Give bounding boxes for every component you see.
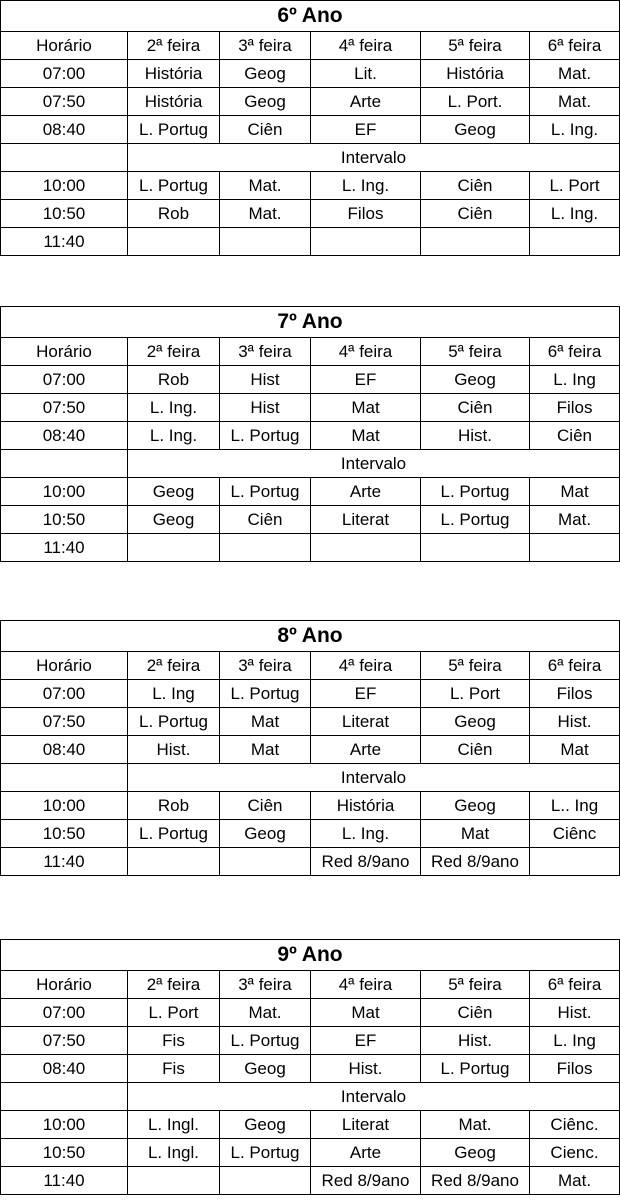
subject-cell: Mat.	[530, 506, 620, 534]
subject-cell	[220, 848, 311, 876]
subject-cell: Geog	[128, 478, 220, 506]
schedule-table	[0, 306, 620, 562]
subject-cell: Geog	[421, 792, 530, 820]
header-time: Horário	[1, 971, 128, 999]
table-row	[1, 172, 620, 200]
subject-cell: Ciênc.	[530, 1111, 620, 1139]
subject-cell: História	[311, 792, 421, 820]
header-day: 3ª feira	[220, 652, 311, 680]
subject-cell: L. Ing.	[128, 422, 220, 450]
table-row	[1, 1139, 620, 1167]
header-day: 5ª feira	[421, 338, 530, 366]
header-day: 3ª feira	[220, 971, 311, 999]
header-day: 3ª feira	[220, 338, 311, 366]
subject-cell: Geog	[220, 88, 311, 116]
subject-cell: Mat	[530, 478, 620, 506]
time-cell: 10:50	[1, 820, 128, 848]
subject-cell: Hist.	[530, 999, 620, 1027]
time-cell: 10:50	[1, 1139, 128, 1167]
subject-cell: Filos	[530, 394, 620, 422]
schedule-9-ano	[0, 939, 620, 1195]
header-day: 6ª feira	[530, 32, 620, 60]
header-day: 6ª feira	[530, 652, 620, 680]
header-row	[1, 971, 620, 999]
subject-cell: Ciên	[421, 999, 530, 1027]
time-cell: 10:50	[1, 200, 128, 228]
subject-cell: Literat	[311, 1111, 421, 1139]
header-time: Horário	[1, 338, 128, 366]
subject-cell	[220, 228, 311, 256]
time-cell: 08:40	[1, 736, 128, 764]
subject-cell: Mat	[311, 999, 421, 1027]
subject-cell: Geog	[421, 116, 530, 144]
title-row	[1, 940, 620, 971]
subject-cell: Geog	[128, 506, 220, 534]
header-day: 2ª feira	[128, 971, 220, 999]
subject-cell: Mat	[220, 708, 311, 736]
table-row	[1, 1027, 620, 1055]
title-row	[1, 621, 620, 652]
header-day: 2ª feira	[128, 652, 220, 680]
subject-cell: L. Portug	[128, 708, 220, 736]
table-row	[1, 478, 620, 506]
break-time-cell	[1, 1083, 128, 1111]
time-cell: 07:50	[1, 88, 128, 116]
break-row	[1, 144, 620, 172]
subject-cell: EF	[311, 1027, 421, 1055]
header-row	[1, 652, 620, 680]
subject-cell: Mat	[311, 394, 421, 422]
table-row	[1, 200, 620, 228]
subject-cell: L. Portug	[220, 1139, 311, 1167]
schedule-8-ano	[0, 620, 620, 876]
subject-cell: Hist	[220, 394, 311, 422]
table-row	[1, 60, 620, 88]
subject-cell: Lit.	[311, 60, 421, 88]
schedule-title: 7º Ano	[1, 307, 620, 338]
time-cell: 11:40	[1, 1167, 128, 1195]
table-row	[1, 680, 620, 708]
time-cell: 07:00	[1, 999, 128, 1027]
schedule-title: 9º Ano	[1, 940, 620, 971]
time-cell: 07:00	[1, 60, 128, 88]
subject-cell: EF	[311, 680, 421, 708]
subject-cell: L. Ing	[530, 366, 620, 394]
table-row	[1, 1111, 620, 1139]
header-time: Horário	[1, 32, 128, 60]
subject-cell: L. Ingl.	[128, 1139, 220, 1167]
table-row	[1, 534, 620, 562]
table-row	[1, 1167, 620, 1195]
subject-cell	[220, 534, 311, 562]
header-day: 5ª feira	[421, 32, 530, 60]
break-time-cell	[1, 450, 128, 478]
header-day: 6ª feira	[530, 338, 620, 366]
subject-cell: Mat.	[530, 60, 620, 88]
subject-cell: Red 8/9ano	[311, 848, 421, 876]
time-cell: 08:40	[1, 422, 128, 450]
header-day: 5ª feira	[421, 971, 530, 999]
subject-cell: L. Portug	[421, 478, 530, 506]
time-cell: 08:40	[1, 1055, 128, 1083]
schedule-table	[0, 939, 620, 1195]
subject-cell: Filos	[311, 200, 421, 228]
schedule-7-ano	[0, 306, 620, 562]
subject-cell: Mat.	[220, 999, 311, 1027]
subject-cell	[128, 534, 220, 562]
title-row	[1, 1, 620, 32]
subject-cell: L. Ingl.	[128, 1111, 220, 1139]
subject-cell: L. Ing.	[530, 200, 620, 228]
subject-cell: Ciên	[421, 200, 530, 228]
subject-cell: L. Port	[128, 999, 220, 1027]
subject-cell: Ciên	[220, 792, 311, 820]
subject-cell: Ciên	[421, 172, 530, 200]
subject-cell: Mat	[311, 422, 421, 450]
table-row	[1, 792, 620, 820]
title-row	[1, 307, 620, 338]
subject-cell: L. Portug	[128, 116, 220, 144]
subject-cell: L. Portug	[220, 1027, 311, 1055]
subject-cell: Mat.	[220, 200, 311, 228]
subject-cell	[530, 534, 620, 562]
subject-cell	[421, 228, 530, 256]
subject-cell: L. Port.	[421, 88, 530, 116]
subject-cell: L. Portug	[220, 422, 311, 450]
schedule-title: 8º Ano	[1, 621, 620, 652]
table-row	[1, 366, 620, 394]
table-row	[1, 228, 620, 256]
table-row	[1, 116, 620, 144]
time-cell: 07:50	[1, 394, 128, 422]
subject-cell: Hist.	[421, 1027, 530, 1055]
subject-cell	[530, 228, 620, 256]
subject-cell: Ciên	[220, 116, 311, 144]
subject-cell: Geog	[421, 708, 530, 736]
schedule-6-ano	[0, 0, 620, 256]
header-time: Horário	[1, 652, 128, 680]
subject-cell: Hist.	[311, 1055, 421, 1083]
subject-cell: Fis	[128, 1055, 220, 1083]
subject-cell: Hist.	[530, 708, 620, 736]
subject-cell: L. Port	[530, 172, 620, 200]
break-label: Intervalo	[128, 1083, 620, 1111]
subject-cell: Geog	[220, 1055, 311, 1083]
subject-cell	[128, 228, 220, 256]
subject-cell: Filos	[530, 680, 620, 708]
subject-cell: Mat	[421, 820, 530, 848]
subject-cell: L. Ing	[530, 1027, 620, 1055]
break-time-cell	[1, 764, 128, 792]
subject-cell: Rob	[128, 200, 220, 228]
table-row	[1, 1055, 620, 1083]
subject-cell: L. Ing.	[530, 116, 620, 144]
subject-cell	[220, 1167, 311, 1195]
table-row	[1, 736, 620, 764]
subject-cell: História	[128, 88, 220, 116]
header-day: 4ª feira	[311, 652, 421, 680]
table-row	[1, 999, 620, 1027]
time-cell: 08:40	[1, 116, 128, 144]
subject-cell: História	[128, 60, 220, 88]
break-label: Intervalo	[128, 144, 620, 172]
time-cell: 07:50	[1, 708, 128, 736]
subject-cell: Ciên	[530, 422, 620, 450]
break-label: Intervalo	[128, 764, 620, 792]
subject-cell: L. Portug	[128, 820, 220, 848]
subject-cell: L. Portug	[421, 1055, 530, 1083]
subject-cell: Hist	[220, 366, 311, 394]
subject-cell	[530, 848, 620, 876]
subject-cell: Rob	[128, 792, 220, 820]
break-row	[1, 764, 620, 792]
header-day: 4ª feira	[311, 338, 421, 366]
break-time-cell	[1, 144, 128, 172]
subject-cell: Red 8/9ano	[421, 848, 530, 876]
header-day: 3ª feira	[220, 32, 311, 60]
subject-cell: Geog	[421, 366, 530, 394]
break-row	[1, 1083, 620, 1111]
time-cell: 07:00	[1, 680, 128, 708]
time-cell: 10:50	[1, 506, 128, 534]
subject-cell: Hist.	[128, 736, 220, 764]
subject-cell: EF	[311, 366, 421, 394]
subject-cell: L. Port	[421, 680, 530, 708]
subject-cell: Mat.	[530, 88, 620, 116]
subject-cell: Ciên	[220, 506, 311, 534]
time-cell: 07:00	[1, 366, 128, 394]
schedule-table	[0, 620, 620, 876]
subject-cell: Red 8/9ano	[311, 1167, 421, 1195]
header-row	[1, 32, 620, 60]
subject-cell: Arte	[311, 1139, 421, 1167]
subject-cell: Ciên	[421, 736, 530, 764]
subject-cell: L. Ing	[128, 680, 220, 708]
subject-cell: Mat.	[421, 1111, 530, 1139]
schedule-title: 6º Ano	[1, 1, 620, 32]
subject-cell: L. Portug	[220, 478, 311, 506]
subject-cell: L. Ing.	[311, 172, 421, 200]
subject-cell: EF	[311, 116, 421, 144]
subject-cell	[311, 534, 421, 562]
subject-cell: L. Portug	[128, 172, 220, 200]
subject-cell: Geog	[220, 1111, 311, 1139]
table-row	[1, 88, 620, 116]
subject-cell: Ciên	[421, 394, 530, 422]
subject-cell: Red 8/9ano	[421, 1167, 530, 1195]
header-day: 4ª feira	[311, 971, 421, 999]
time-cell: 07:50	[1, 1027, 128, 1055]
table-row	[1, 422, 620, 450]
subject-cell	[128, 1167, 220, 1195]
subject-cell: Rob	[128, 366, 220, 394]
header-day: 5ª feira	[421, 652, 530, 680]
header-day: 2ª feira	[128, 32, 220, 60]
subject-cell: L. Ing.	[311, 820, 421, 848]
subject-cell: Mat	[220, 736, 311, 764]
subject-cell: História	[421, 60, 530, 88]
subject-cell: Hist.	[421, 422, 530, 450]
header-day: 4ª feira	[311, 32, 421, 60]
subject-cell: Geog	[220, 820, 311, 848]
break-label: Intervalo	[128, 450, 620, 478]
time-cell: 11:40	[1, 228, 128, 256]
time-cell: 11:40	[1, 848, 128, 876]
subject-cell: Mat.	[530, 1167, 620, 1195]
subject-cell: Geog	[220, 60, 311, 88]
table-row	[1, 708, 620, 736]
subject-cell: Filos	[530, 1055, 620, 1083]
header-day: 6ª feira	[530, 971, 620, 999]
header-day: 2ª feira	[128, 338, 220, 366]
subject-cell: Arte	[311, 478, 421, 506]
subject-cell: Arte	[311, 736, 421, 764]
subject-cell: Fis	[128, 1027, 220, 1055]
table-row	[1, 394, 620, 422]
time-cell: 10:00	[1, 478, 128, 506]
table-row	[1, 848, 620, 876]
subject-cell: L.. Ing	[530, 792, 620, 820]
subject-cell	[311, 228, 421, 256]
schedule-table	[0, 0, 620, 256]
subject-cell	[421, 534, 530, 562]
time-cell: 10:00	[1, 172, 128, 200]
subject-cell: Cienc.	[530, 1139, 620, 1167]
subject-cell: L. Portug	[421, 506, 530, 534]
subject-cell: Mat.	[220, 172, 311, 200]
subject-cell: Literat	[311, 506, 421, 534]
table-row	[1, 506, 620, 534]
time-cell: 10:00	[1, 792, 128, 820]
subject-cell: L. Ing.	[128, 394, 220, 422]
subject-cell: L. Portug	[220, 680, 311, 708]
subject-cell: Geog	[421, 1139, 530, 1167]
subject-cell: Ciênc	[530, 820, 620, 848]
time-cell: 11:40	[1, 534, 128, 562]
time-cell: 10:00	[1, 1111, 128, 1139]
header-row	[1, 338, 620, 366]
table-row	[1, 820, 620, 848]
subject-cell	[128, 848, 220, 876]
subject-cell: Literat	[311, 708, 421, 736]
break-row	[1, 450, 620, 478]
subject-cell: Mat	[530, 736, 620, 764]
subject-cell: Arte	[311, 88, 421, 116]
